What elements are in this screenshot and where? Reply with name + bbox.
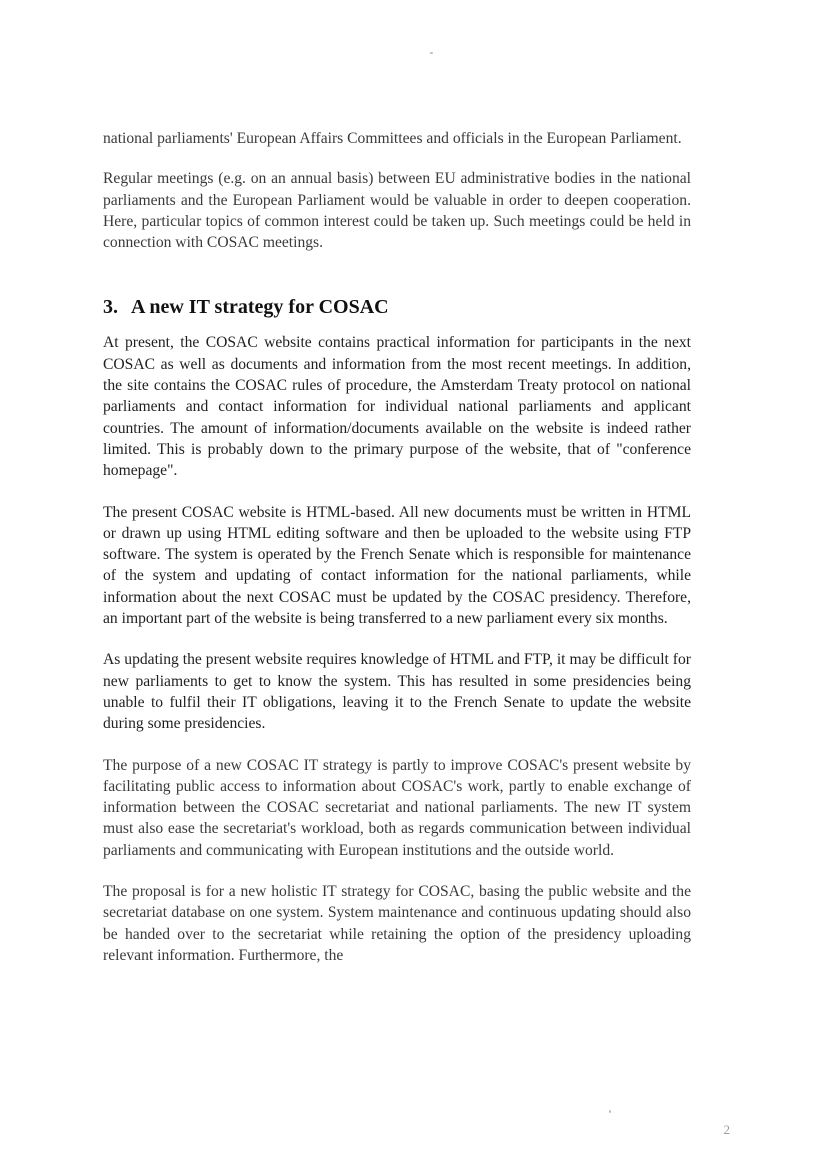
scan-speck: [609, 1110, 611, 1113]
paragraph-strategy-purpose: The purpose of a new COSAC IT strategy is partly to improve COSAC's present website by facilitating public access to information about COSAC's work, partly to enable exchange of information between the COSAC secretariat and national parliaments. The new IT system must also ease the secretariat's workload, both as regards communication between individual parliaments and communicating with European institutions and the outside world.: [103, 756, 691, 859]
paragraph-proposal: The proposal is for a new holistic IT strategy for COSAC, basing the public website and the secretariat database on one system. System maintenance and continuous updating should also be handed over to the secretariat while retaining the option of the presidency uploading relevant information. Furthermore, the: [103, 883, 691, 964]
paragraph-continuation: national parliaments' European Affairs Committees and officials in the European Parliament.: [103, 130, 682, 147]
paragraph-updating-difficulty: As updating the present website requires knowledge of HTML and FTP, it may be difficult for new parliaments to get to know the system. This has resulted in some presidencies being unable to fulfil their IT obligations, leaving it to the French Senate to update the website during some presidencies.: [103, 651, 691, 733]
document-page: [103, 128, 691, 966]
paragraph-regular-meetings: Regular meetings (e.g. on an annual basis) between EU administrative bodies in the national parliaments and the European Parliament would be valuable in order to deepen cooperation. Here, particular topics of common interest could be taken up. Such meetings could be held in connection with COSAC meetings.: [103, 170, 691, 252]
section-title: A new IT strategy for COSAC: [131, 296, 389, 319]
paragraph-present-website: At present, the COSAC website contains practical information for participants in the next COSAC as well as documents and information from the most recent meetings. In addition, the site contains the COSAC rules of procedure, the Amsterdam Treaty protocol on national parliaments and contact information for individual national parliaments and applicant countries. The amount of information/documents available on the website is indeed rather limited. This is probably down to the primary purpose of the website, that of "conference homepage".: [103, 334, 691, 480]
section-heading: [103, 294, 691, 320]
scan-speck: [430, 52, 433, 54]
paragraph-html-based: The present COSAC website is HTML-based. All new documents must be written in HTML or drawn up using HTML editing software and then be uploaded to the website using FTP software. The system is operated by the French Senate which is responsible for maintenance of the system and updating of contact information for the national parliaments, while information about the next COSAC must be updated by the COSAC presidency. Therefore, an important part of the website is being transferred to a new parliament every six months.: [103, 503, 691, 628]
page-number: 2: [723, 1122, 730, 1137]
section-number: 3.: [103, 296, 118, 319]
